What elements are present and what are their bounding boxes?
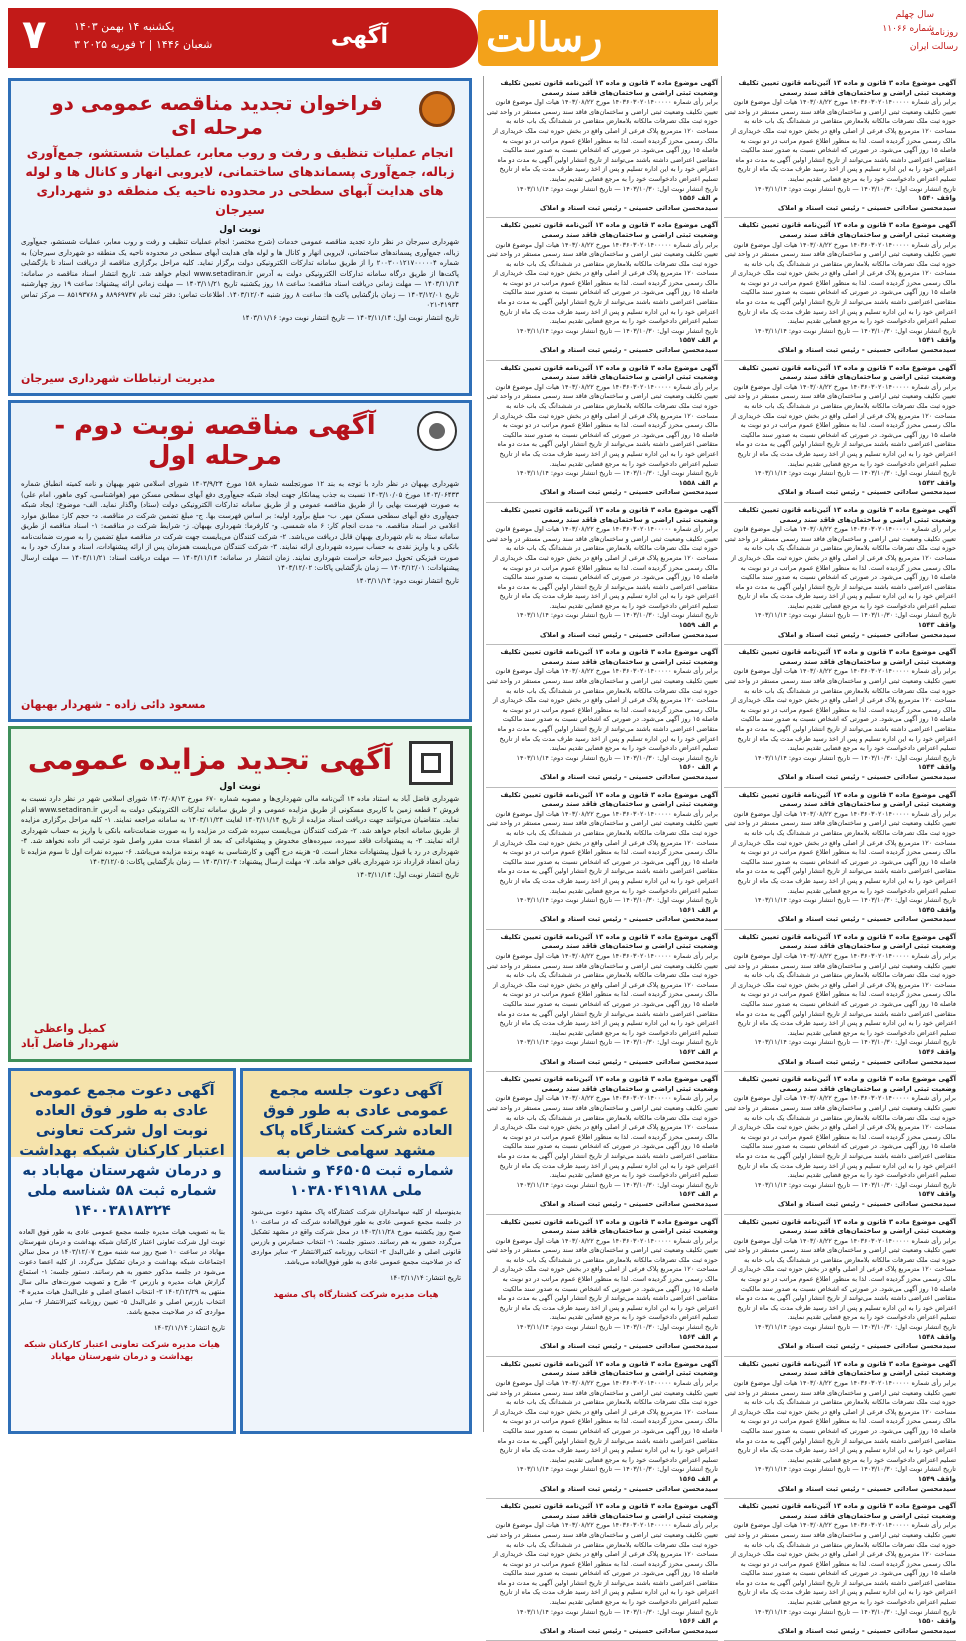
ad-body: بنا به تصویب هیات مدیره جلسه مجمع عمومی عادی به طور فوق العاده نوبت اول شرکت تعاونی اعتبار کارکنان شبکه بهداشت و درمان شهرستان مهاباد در ساعت ۱۰ صبح روز سه شنبه مورخ ۱۴۰۳/۱۲/۰۷ در محل سالن اجتماعات شبکه بهداشت و درمان تشکیل می‌گردد. از کلیه اعضا دعوت می‌شود در جلسه مذکور حضور به هم رسانند. دستور جلسه: ۱- استماع گزارش هیات مدیره و بازرس ۲- طرح و تصویب صورت‌های مالی سال منتهی به ۱۴۰۲/۱۲/۲۹ ۳- انتخاب اعضای اصلی و علی‌البدل هیات مدیره ۴- انتخاب بازرس اصلی و علی‌البدل ۵- تعیین روزنامه کثیرالانتشار ۶- سایر مواردی که در صلاحیت مجمع باشد. bbox=[19, 1228, 226, 1316]
issue-dates bbox=[74, 18, 212, 54]
notice-body: برابر رأی شماره ۱۴۰۳۶۰۳۰۲۰۱۴۰۰۰۰۰ مورخ ۱۴۰۳/۰۸/۲۲ هیات اول موضوع قانون تعیین تکلیف وضعیت ثبتی اراضی و ساختمان‌های فاقد سند رسمی مستقر در واحد ثبتی حوزه ثبت ملک تصرفات مالکانه بلامعارض متقاضی در ششدانگ یک باب خانه به مساحت ۱۲۰ مترمربع پلاک فرعی از اصلی واقع در بخش حوزه ثبت ملک خریداری از مالک رسمی محرز گردیده است. لذا به منظور اطلاع عموم مراتب در دو نوبت به فاصله ۱۵ روز آگهی می‌شود. در صورتی که اشخاص نسبت به صدور سند مالکیت متقاضی اعتراضی داشته باشند می‌توانند از تاریخ انتشار اولین آگهی به مدت دو ماه اعتراض خود را به این اداره تسلیم و پس از اخذ رسید ظرف مدت یک ماه از تاریخ تسلیم اعتراض دادخواست خود را به مرجع قضایی تقدیم نمایند. bbox=[724, 240, 956, 326]
tender-ad-sirjan bbox=[8, 78, 472, 396]
registry-notice bbox=[486, 1072, 718, 1214]
notice-body: برابر رأی شماره ۱۴۰۳۶۰۳۰۲۰۱۴۰۰۰۰۰ مورخ ۱۴۰۳/۰۸/۲۲ هیات اول موضوع قانون تعیین تکلیف وضعیت ثبتی اراضی و ساختمان‌های فاقد سند رسمی مستقر در واحد ثبتی حوزه ثبت ملک تصرفات مالکانه بلامعارض متقاضی در ششدانگ یک باب خانه به مساحت ۱۲۰ مترمربع پلاک فرعی از اصلی واقع در بخش حوزه ثبت ملک خریداری از مالک رسمی محرز گردیده است. لذا به منظور اطلاع عموم مراتب در دو نوبت به فاصله ۱۵ روز آگهی می‌شود. در صورتی که اشخاص نسبت به صدور سند مالکیت متقاضی اعتراضی داشته باشند می‌توانند از تاریخ انتشار اولین آگهی به مدت دو ماه اعتراض خود را به این اداره تسلیم و پس از اخذ رسید ظرف مدت یک ماه از تاریخ تسلیم اعتراض دادخواست خود را به مرجع قضایی تقدیم نمایند. bbox=[486, 1236, 718, 1322]
registry-notice bbox=[486, 1499, 718, 1641]
notice-id: م الف ۱۵۵۸ bbox=[678, 478, 718, 487]
notice-dates: تاریخ انتشار نوبت اول: ۱۴۰۳/۱۰/۳۰ — تاریخ انتشار نوبت دوم: ۱۴۰۳/۱۱/۱۴ bbox=[754, 1180, 956, 1189]
registry-notice bbox=[486, 1215, 718, 1357]
notice-title: آگهی موضوع ماده ۳ قانون و ماده ۱۳ آئین‌نامه قانون تعیین تکلیف وضعیت ثبتی اراضی و ساختمان‌های فاقد سند رسمی bbox=[500, 221, 718, 239]
registry-notice bbox=[486, 76, 718, 218]
notice-signature: سیدمحسن ساداتی حسینی - رئیس ثبت اسناد و املاک bbox=[539, 772, 718, 781]
notice-id: م الف ۱۵۶۴ bbox=[678, 1332, 718, 1341]
ad-title: آگهی دعوت جلسه مجمع عمومی عادی به طور فوق العاده شرکت کشتارگاه پاک مشهد سهامی خاص به شماره ثبت ۴۶۵۰۵ و شناسه ملی ۱۰۳۸۰۴۱۹۱۸۸ bbox=[258, 1083, 454, 1199]
notice-title: آگهی موضوع ماده ۳ قانون و ماده ۱۳ آئین‌نامه قانون تعیین تکلیف وضعیت ثبتی اراضی و ساختمان‌های فاقد سند رسمی bbox=[500, 790, 718, 809]
notice-dates: تاریخ انتشار نوبت اول: ۱۴۰۳/۱۰/۳۰ — تاریخ انتشار نوبت دوم: ۱۴۰۳/۱۱/۱۴ bbox=[516, 1038, 718, 1047]
notice-id: واقف ۱۵۴۴ bbox=[917, 763, 956, 772]
notice-title: آگهی موضوع ماده ۳ قانون و ماده ۱۳ آئین‌نامه قانون تعیین تکلیف وضعیت ثبتی اراضی و ساختمان‌های فاقد سند رسمی bbox=[738, 932, 956, 951]
notice-signature: سیدمحسن ساداتی حسینی - رئیس ثبت اسناد و املاک bbox=[539, 630, 718, 639]
notice-signature: سیدمحسن ساداتی حسینی - رئیس ثبت اسناد و املاک bbox=[539, 488, 718, 497]
ad-signature: هیات مدیره شرکت تعاونی اعتبار کارکنان شبکه بهداشت و درمان شهرستان مهاباد bbox=[24, 1340, 220, 1362]
notice-id: واقف ۱۵۴۰ bbox=[917, 194, 956, 203]
notices-column-1 bbox=[724, 76, 956, 1635]
registry-notice bbox=[724, 1357, 956, 1499]
notice-body: برابر رأی شماره ۱۴۰۳۶۰۳۰۲۰۱۴۰۰۰۰۰ مورخ ۱۴۰۳/۰۸/۲۲ هیات اول موضوع قانون تعیین تکلیف وضعیت ثبتی اراضی و ساختمان‌های فاقد سند رسمی مستقر در واحد ثبتی حوزه ثبت ملک تصرفات مالکانه بلامعارض متقاضی در ششدانگ یک باب خانه به مساحت ۱۲۰ مترمربع پلاک فرعی از اصلی واقع در بخش حوزه ثبت ملک خریداری از مالک رسمی محرز گردیده است. لذا به منظور اطلاع عموم مراتب در دو نوبت به فاصله ۱۵ روز آگهی می‌شود. در صورتی که اشخاص نسبت به صدور سند مالکیت متقاضی اعتراضی داشته باشند می‌توانند از تاریخ انتشار اولین آگهی به مدت دو ماه اعتراض خود را به این اداره تسلیم و پس از اخذ رسید ظرف مدت یک ماه از تاریخ تسلیم اعتراض دادخواست خود را به مرجع قضایی تقدیم نمایند. bbox=[486, 382, 718, 468]
notice-dates: تاریخ انتشار نوبت اول: ۱۴۰۳/۱۰/۳۰ — تاریخ انتشار نوبت دوم: ۱۴۰۳/۱۱/۱۴ bbox=[516, 753, 718, 762]
registry-notice bbox=[486, 218, 718, 360]
notice-title: آگهی موضوع ماده ۳ قانون و ماده ۱۳ آئین‌نامه قانون تعیین تکلیف وضعیت ثبتی اراضی و ساختمان‌های فاقد سند رسمی bbox=[738, 221, 956, 239]
notice-signature: سیدمحسن ساداتی حسینی - رئیس ثبت اسناد و املاک bbox=[539, 915, 718, 924]
municipality-emblem-icon bbox=[417, 411, 457, 451]
auction-ad-fazelabad bbox=[8, 726, 472, 1062]
notice-body: برابر رأی شماره ۱۴۰۳۶۰۳۰۲۰۱۴۰۰۰۰۰ مورخ ۱۴۰۳/۰۸/۲۲ هیات اول موضوع قانون تعیین تکلیف وضعیت ثبتی اراضی و ساختمان‌های فاقد سند رسمی مستقر در واحد ثبتی حوزه ثبت ملک تصرفات مالکانه بلامعارض متقاضی در ششدانگ یک باب خانه به مساحت ۱۲۰ مترمربع پلاک فرعی از اصلی واقع در بخش حوزه ثبت ملک خریداری از مالک رسمی محرز گردیده است. لذا به منظور اطلاع عموم مراتب در دو نوبت به فاصله ۱۵ روز آگهی می‌شود. در صورتی که اشخاص نسبت به صدور سند مالکیت متقاضی اعتراضی داشته باشند می‌توانند از تاریخ انتشار اولین آگهی به مدت دو ماه اعتراض خود را به این اداره تسلیم و پس از اخذ رسید ظرف مدت یک ماه از تاریخ تسلیم اعتراض دادخواست خود را به مرجع قضایی تقدیم نمایند. bbox=[486, 525, 718, 610]
notice-signature: سیدمحسن ساداتی حسینی - رئیس ثبت اسناد و املاک bbox=[777, 203, 956, 212]
registry-notice bbox=[724, 788, 956, 930]
ad-dates: تاریخ انتشار: ۱۴۰۳/۱۱/۱۴ bbox=[389, 1274, 461, 1282]
notice-body: برابر رأی شماره ۱۴۰۳۶۰۳۰۲۰۱۴۰۰۰۰۰ مورخ ۱۴۰۳/۰۸/۲۲ هیات اول موضوع قانون تعیین تکلیف وضعیت ثبتی اراضی و ساختمان‌های فاقد سند رسمی مستقر در واحد ثبتی حوزه ثبت ملک تصرفات مالکانه بلامعارض متقاضی در ششدانگ یک باب خانه به مساحت ۱۲۰ مترمربع پلاک فرعی از اصلی واقع در بخش حوزه ثبت ملک خریداری از مالک رسمی محرز گردیده است. لذا به منظور اطلاع عموم مراتب در دو نوبت به فاصله ۱۵ روز آگهی می‌شود. در صورتی که اشخاص نسبت به صدور سند مالکیت متقاضی اعتراضی داشته باشند می‌توانند از تاریخ انتشار اولین آگهی به مدت دو ماه اعتراض خود را به این اداره تسلیم و پس از اخذ رسید ظرف مدت یک ماه از تاریخ تسلیم اعتراض دادخواست خود را به مرجع قضایی تقدیم نمایند. bbox=[486, 1521, 718, 1607]
notice-title: آگهی موضوع ماده ۳ قانون و ماده ۱۳ آئین‌نامه قانون تعیین تکلیف وضعیت ثبتی اراضی و ساختمان‌های فاقد سند رسمی bbox=[738, 790, 956, 809]
notice-body: برابر رأی شماره ۱۴۰۳۶۰۳۰۲۰۱۴۰۰۰۰۰ مورخ ۱۴۰۳/۰۸/۲۲ هیات اول موضوع قانون تعیین تکلیف وضعیت ثبتی اراضی و ساختمان‌های فاقد سند رسمی مستقر در واحد ثبتی حوزه ثبت ملک تصرفات مالکانه بلامعارض متقاضی در ششدانگ یک باب خانه به مساحت ۱۲۰ مترمربع پلاک فرعی از اصلی واقع در بخش حوزه ثبت ملک خریداری از مالک رسمی محرز گردیده است. لذا به منظور اطلاع عموم مراتب در دو نوبت به فاصله ۱۵ روز آگهی می‌شود. در صورتی که اشخاص نسبت به صدور سند مالکیت متقاضی اعتراضی داشته باشند می‌توانند از تاریخ انتشار اولین آگهی به مدت دو ماه اعتراض خود را به این اداره تسلیم و پس از اخذ رسید ظرف مدت یک ماه از تاریخ تسلیم اعتراض دادخواست خود را به مرجع قضایی تقدیم نمایند. bbox=[486, 1379, 718, 1464]
notice-id: م الف ۱۵۵۷ bbox=[678, 336, 718, 345]
notice-dates: تاریخ انتشار نوبت اول: ۱۴۰۳/۱۰/۳۰ — تاریخ انتشار نوبت دوم: ۱۴۰۳/۱۱/۱۴ bbox=[754, 184, 956, 193]
notice-id: م الف ۱۵۵۹ bbox=[678, 621, 718, 630]
notice-signature: سیدمحسن ساداتی حسینی - رئیس ثبت اسناد و املاک bbox=[539, 203, 718, 212]
meeting-ad-mashhad bbox=[240, 1068, 472, 1434]
notice-body: برابر رأی شماره ۱۴۰۳۶۰۳۰۲۰۱۴۰۰۰۰۰ مورخ ۱۴۰۳/۰۸/۲۲ هیات اول موضوع قانون تعیین تکلیف وضعیت ثبتی اراضی و ساختمان‌های فاقد سند رسمی مستقر در واحد ثبتی حوزه ثبت ملک تصرفات مالکانه بلامعارض متقاضی در ششدانگ یک باب خانه به مساحت ۱۲۰ مترمربع پلاک فرعی از اصلی واقع در بخش حوزه ثبت ملک خریداری از مالک رسمی محرز گردیده است. لذا به منظور اطلاع عموم مراتب در دو نوبت به فاصله ۱۵ روز آگهی می‌شود. در صورتی که اشخاص نسبت به صدور سند مالکیت متقاضی اعتراضی داشته باشند می‌توانند از تاریخ انتشار اولین آگهی به مدت دو ماه اعتراض خود را به این اداره تسلیم و پس از اخذ رسید ظرف مدت یک ماه از تاریخ تسلیم اعتراض دادخواست خود را به مرجع قضایی تقدیم نمایند. bbox=[486, 98, 718, 183]
notice-dates: تاریخ انتشار نوبت اول: ۱۴۰۳/۱۰/۳۰ — تاریخ انتشار نوبت دوم: ۱۴۰۳/۱۱/۱۴ bbox=[516, 184, 718, 193]
notice-dates: تاریخ انتشار نوبت اول: ۱۴۰۳/۱۰/۳۰ — تاریخ انتشار نوبت دوم: ۱۴۰۳/۱۱/۱۴ bbox=[516, 1465, 718, 1474]
notice-title: آگهی موضوع ماده ۳ قانون و ماده ۱۳ آئین‌نامه قانون تعیین تکلیف وضعیت ثبتی اراضی و ساختمان‌های فاقد سند رسمی bbox=[500, 1359, 718, 1378]
notice-signature: سیدمحسن ساداتی حسینی - رئیس ثبت اسناد و املاک bbox=[777, 630, 956, 639]
notice-title: آگهی موضوع ماده ۳ قانون و ماده ۱۳ آئین‌نامه قانون تعیین تکلیف وضعیت ثبتی اراضی و ساختمان‌های فاقد سند رسمی bbox=[738, 1075, 956, 1093]
registry-notice bbox=[724, 645, 956, 787]
notice-signature: سیدمحسن ساداتی حسینی - رئیس ثبت اسناد و املاک bbox=[777, 1342, 956, 1351]
ad-signature: هیات مدیره شرکت کشتارگاه پاک مشهد bbox=[273, 1290, 439, 1300]
notice-title: آگهی موضوع ماده ۳ قانون و ماده ۱۳ آئین‌نامه قانون تعیین تکلیف وضعیت ثبتی اراضی و ساختمان‌های فاقد سند رسمی bbox=[500, 932, 718, 951]
notice-title: آگهی موضوع ماده ۳ قانون و ماده ۱۳ آئین‌نامه قانون تعیین تکلیف وضعیت ثبتی اراضی و ساختمان‌های فاقد سند رسمی bbox=[500, 363, 718, 382]
notice-signature: سیدمحسن ساداتی حسینی - رئیس ثبت اسناد و املاک bbox=[539, 1626, 718, 1635]
notice-body: برابر رأی شماره ۱۴۰۳۶۰۳۰۲۰۱۴۰۰۰۰۰ مورخ ۱۴۰۳/۰۸/۲۲ هیات اول موضوع قانون تعیین تکلیف وضعیت ثبتی اراضی و ساختمان‌های فاقد سند رسمی مستقر در واحد ثبتی حوزه ثبت ملک تصرفات مالکانه بلامعارض متقاضی در ششدانگ یک باب خانه به مساحت ۱۲۰ مترمربع پلاک فرعی از اصلی واقع در بخش حوزه ثبت ملک خریداری از مالک رسمی محرز گردیده است. لذا به منظور اطلاع عموم مراتب در دو نوبت به فاصله ۱۵ روز آگهی می‌شود. در صورتی که اشخاص نسبت به صدور سند مالکیت متقاضی اعتراضی داشته باشند می‌توانند از تاریخ انتشار اولین آگهی به مدت دو ماه اعتراض خود را به این اداره تسلیم و پس از اخذ رسید ظرف مدت یک ماه از تاریخ تسلیم اعتراض دادخواست خود را به مرجع قضایی تقدیم نمایند. bbox=[724, 525, 956, 610]
notice-body: برابر رأی شماره ۱۴۰۳۶۰۳۰۲۰۱۴۰۰۰۰۰ مورخ ۱۴۰۳/۰۸/۲۲ هیات اول موضوع قانون تعیین تکلیف وضعیت ثبتی اراضی و ساختمان‌های فاقد سند رسمی مستقر در واحد ثبتی حوزه ثبت ملک تصرفات مالکانه بلامعارض متقاضی در ششدانگ یک باب خانه به مساحت ۱۲۰ مترمربع پلاک فرعی از اصلی واقع در بخش حوزه ثبت ملک خریداری از مالک رسمی محرز گردیده است. لذا به منظور اطلاع عموم مراتب در دو نوبت به فاصله ۱۵ روز آگهی می‌شود. در صورتی که اشخاص نسبت به صدور سند مالکیت متقاضی اعتراضی داشته باشند می‌توانند از تاریخ انتشار اولین آگهی به مدت دو ماه اعتراض خود را به این اداره تسلیم و پس از اخذ رسید ظرف مدت یک ماه از تاریخ تسلیم اعتراض دادخواست خود را به مرجع قضایی تقدیم نمایند. bbox=[486, 667, 718, 753]
notice-dates: تاریخ انتشار نوبت اول: ۱۴۰۳/۱۰/۳۰ — تاریخ انتشار نوبت دوم: ۱۴۰۳/۱۱/۱۴ bbox=[516, 1323, 718, 1332]
notice-id: واقف ۱۵۴۱ bbox=[917, 336, 956, 345]
notice-dates: تاریخ انتشار نوبت اول: ۱۴۰۳/۱۰/۳۰ — تاریخ انتشار نوبت دوم: ۱۴۰۳/۱۱/۱۴ bbox=[754, 611, 956, 620]
notice-title: آگهی موضوع ماده ۳ قانون و ماده ۱۳ آئین‌نامه قانون تعیین تکلیف وضعیت ثبتی اراضی و ساختمان‌های فاقد سند رسمی bbox=[738, 1502, 956, 1520]
registry-notice bbox=[724, 361, 956, 503]
ad-body: شهرداری سیرجان در نظر دارد تجدید مناقصه عمومی خدمات (شرح مختصر: انجام عملیات تنظیف و رفت و روب معابر، عملیات شستشو، جمع‌آوری زباله، جمع‌آوری پسماندهای ساختمانی، لایروبی انهار و کانال ها و لوله های هدایت آبهای سطحی در محدوده ناحیه یک منطقه دو شهرداری سیرجان) به شماره ۲۰۰۳۰۰۱۲۱۷۰۰۰۰۰۴ را از طریق سامانه تدارکات الکترونیکی دولت برگزار نماید. کلیه مراحل برگزاری مناقصه از دریافت اسناد تا بازگشایی پاکت‌ها از طریق درگاه سامانه تدارکات الکترونیکی دولت به آدرس www.setadiran.ir انجام خواهد شد. تاریخ انتشار اسناد مناقصه در سامانه: ۱۴۰۳/۱۱/۱۴ — مهلت زمانی دریافت اسناد مناقصه: ساعت ۱۸ روز یکشنبه تاریخ ۱۴۰۳/۱۱/۲۱ — مهلت زمانی ارائه پیشنهاد: ساعت ۱۹ روز چهارشنبه تاریخ ۱۴۰۳/۱۲/۰۱ — زمان بازگشایی پاکت ها: ساعت ۸ روز شنبه ۱۴۰۳/۱۲/۰۴. اطلاعات تماس: دفتر ثبت نام ۸۸۹۶۹۷۳۷ و ۸۵۱۹۳۷۶۸ — مرکز تماس ۴۱۹۳۴-۰۲۱ bbox=[21, 238, 460, 309]
notice-title: آگهی موضوع ماده ۳ قانون و ماده ۱۳ آئین‌نامه قانون تعیین تکلیف وضعیت ثبتی اراضی و ساختمان‌های فاقد سند رسمی bbox=[500, 1502, 718, 1520]
notice-body: برابر رأی شماره ۱۴۰۳۶۰۳۰۲۰۱۴۰۰۰۰۰ مورخ ۱۴۰۳/۰۸/۲۲ هیات اول موضوع قانون تعیین تکلیف وضعیت ثبتی اراضی و ساختمان‌های فاقد سند رسمی مستقر در واحد ثبتی حوزه ثبت ملک تصرفات مالکانه بلامعارض متقاضی در ششدانگ یک باب خانه به مساحت ۱۲۰ مترمربع پلاک فرعی از اصلی واقع در بخش حوزه ثبت ملک خریداری از مالک رسمی محرز گردیده است. لذا به منظور اطلاع عموم مراتب در دو نوبت به فاصله ۱۵ روز آگهی می‌شود. در صورتی که اشخاص نسبت به صدور سند مالکیت متقاضی اعتراضی داشته باشند می‌توانند از تاریخ انتشار اولین آگهی به مدت دو ماه اعتراض خود را به این اداره تسلیم و پس از اخذ رسید ظرف مدت یک ماه از تاریخ تسلیم اعتراض دادخواست خود را به مرجع قضایی تقدیم نمایند. bbox=[724, 98, 956, 183]
notice-signature: سیدمحسن ساداتی حسینی - رئیس ثبت اسناد و املاک bbox=[539, 346, 718, 355]
ad-body: شهرداری فاضل آباد به استناد ماده ۱۳ آئین‌نامه مالی شهرداری‌ها و مصوبه شماره ۶۷۰ مورخ ۱۴۰۳/۰۸/۱۳ شورای اسلامی شهر در نظر دارد نسبت به فروش ۲ قطعه زمین با کاربری مسکونی از طریق مزایده عمومی و از طریق سامانه تدارکات الکترونیکی دولت به آدرس www.setadiran.ir اقدام نماید. متقاضیان می‌توانند جهت دریافت اسناد مزایده از تاریخ ۱۴۰۳/۱۱/۱۴ لغایت ۱۴۰۳/۱۱/۲۴ به سامانه مراجعه نمایند. ۱- کلیه مراحل برگزاری مزایده از طریق سامانه انجام خواهد شد. ۲- شرکت کنندگان می‌بایست سپرده شرکت در مزایده را به صورت ضمانت‌نامه بانکی یا واریز به حساب شهرداری ارائه نمایند. ۳- به پیشنهادات فاقد سپرده، سپرده‌های مخدوش و پیشنهاداتی که بعد از انقضاء مدت مقرر واصل شود ترتیب اثر داده نخواهد شد. ۴- شهرداری در رد یا قبول پیشنهادات مختار است. ۵- هزینه درج آگهی و کارشناسی به عهده برنده مزایده می‌باشد. ۶- سپرده نفرات اول تا سوم مزایده تا زمان انعقاد قرارداد نزد شهرداری باقی خواهد ماند. ۷- مهلت ارسال پیشنهاد: ۱۴۰۳/۱۲/۰۴ — زمان بازگشایی پاکات: ۱۴۰۳/۱۲/۰۵ bbox=[21, 795, 460, 866]
notice-signature: سیدمحسن ساداتی حسینی - رئیس ثبت اسناد و املاک bbox=[539, 1057, 718, 1066]
registry-notice bbox=[724, 1072, 956, 1214]
notice-id: واقف ۱۵۴۹ bbox=[917, 1474, 956, 1483]
notice-body: برابر رأی شماره ۱۴۰۳۶۰۳۰۲۰۱۴۰۰۰۰۰ مورخ ۱۴۰۳/۰۸/۲۲ هیات اول موضوع قانون تعیین تکلیف وضعیت ثبتی اراضی و ساختمان‌های فاقد سند رسمی مستقر در واحد ثبتی حوزه ثبت ملک تصرفات مالکانه بلامعارض متقاضی در ششدانگ یک باب خانه به مساحت ۱۲۰ مترمربع پلاک فرعی از اصلی واقع در بخش حوزه ثبت ملک خریداری از مالک رسمی محرز گردیده است. لذا به منظور اطلاع عموم مراتب در دو نوبت به فاصله ۱۵ روز آگهی می‌شود. در صورتی که اشخاص نسبت به صدور سند مالکیت متقاضی اعتراضی داشته باشند می‌توانند از تاریخ انتشار اولین آگهی به مدت دو ماه اعتراض خود را به این اداره تسلیم و پس از اخذ رسید ظرف مدت یک ماه از تاریخ تسلیم اعتراض دادخواست خود را به مرجع قضایی تقدیم نمایند. bbox=[724, 667, 956, 753]
ad-round: نوبت اول bbox=[219, 782, 261, 792]
notice-title: آگهی موضوع ماده ۳ قانون و ماده ۱۳ آئین‌نامه قانون تعیین تکلیف وضعیت ثبتی اراضی و ساختمان‌های فاقد سند رسمی bbox=[500, 1217, 718, 1236]
notice-dates: تاریخ انتشار نوبت اول: ۱۴۰۳/۱۰/۳۰ — تاریخ انتشار نوبت دوم: ۱۴۰۳/۱۱/۱۴ bbox=[516, 469, 718, 478]
registry-notice bbox=[486, 1357, 718, 1499]
notice-dates: تاریخ انتشار نوبت اول: ۱۴۰۳/۱۰/۳۰ — تاریخ انتشار نوبت دوم: ۱۴۰۳/۱۱/۱۴ bbox=[754, 1038, 956, 1047]
notice-title: آگهی موضوع ماده ۳ قانون و ماده ۱۳ آئین‌نامه قانون تعیین تکلیف وضعیت ثبتی اراضی و ساختمان‌های فاقد سند رسمی bbox=[500, 648, 718, 666]
ad-body: شهرداری بهبهان در نظر دارد با توجه به بند ۱۲ صورتجلسه شماره ۱۵۸ مورخ ۱۴۰۳/۹/۲۴ شورای اسلامی شهر بهبهان و نامه کمیته انطباق شماره ۱۴۰۳/۰۶۴۳۳ مورخ ۱۴۰۳/۱۰/۰۵ نسبت به جذب پیمانکار جهت ایجاد شبکه جمع‌آوری دفع آبهای سطحی مسکن مهر (هواشناسی، کوی ماهور، امام علی) به صورت فهرست بهایی را از طریق مناقصه عمومی و از طریق سامانه تدارکات الکترونیکی دولت (ستاد) واگذار نماید. الف- موضوع: ایجاد شبکه جمع‌آوری دفع آبهای سطحی مسکن مهر. ب- مبلغ برآورد اولیه: بر اساس فهرست بها. ج- مبلغ تضمین شرکت در مناقصه. د- حجم کار: مطابق موارد اعلامی در اسناد مناقصه. ه- مدت انجام کار: ۶ ماه شمسی. و- کارفرما: شهرداری بهبهان. ز- شرایط شرکت در مناقصه: ۱- اسناد مناقصه از طریق سامانه ستاد به نام شهرداری بهبهان قابل دریافت می‌باشد. ۲- شرکت کنندگان می‌بایست جهت شرکت در مناقصه مبلغ تضمین را به صورت ضمانت‌نامه بانکی و یا واریز نقدی به حساب سپرده شهرداری ارائه نمایند. ۳- شرکت کنندگان می‌بایست همزمان پس از ارائه پیشنهادات، اسناد و مدارک خود را به صورت فیزیکی تحویل دبیرخانه حراست شهرداری نمایند. زمان انتشار در سامانه: ۱۴۰۳/۱۱/۱۴ — مهلت دریافت اسناد: ۱۴۰۳/۱۱/۲۱ — مهلت ارسال پیشنهادات: ۱۴۰۳/۱۲/۰۱ — زمان بازگشایی پاکات: ۱۴۰۳/۱۲/۰۲ bbox=[21, 480, 460, 572]
notice-id: م الف ۱۵۶۵ bbox=[678, 1474, 718, 1483]
registry-notice bbox=[486, 361, 718, 503]
logo-text: روزنامه رسالت ایران bbox=[909, 28, 958, 52]
section-banner bbox=[8, 8, 478, 68]
notice-title: آگهی موضوع ماده ۳ قانون و ماده ۱۳ آئین‌نامه قانون تعیین تکلیف وضعیت ثبتی اراضی و ساختمان‌های فاقد سند رسمی bbox=[500, 505, 718, 524]
issue-label: شماره ۱۱۰۶۶ bbox=[882, 24, 934, 34]
notice-signature: سیدمحسن ساداتی حسینی - رئیس ثبت اسناد و املاک bbox=[777, 772, 956, 781]
notice-signature: سیدمحسن ساداتی حسینی - رئیس ثبت اسناد و املاک bbox=[539, 1484, 718, 1493]
notice-id: واقف ۱۵۴۷ bbox=[917, 1190, 956, 1199]
ad-title: آگهی تجدید مزایده عمومی bbox=[27, 743, 393, 776]
notice-dates: تاریخ انتشار نوبت اول: ۱۴۰۳/۱۰/۳۰ — تاریخ انتشار نوبت دوم: ۱۴۰۳/۱۱/۱۴ bbox=[516, 611, 718, 620]
notice-body: برابر رأی شماره ۱۴۰۳۶۰۳۰۲۰۱۴۰۰۰۰۰ مورخ ۱۴۰۳/۰۸/۲۲ هیات اول موضوع قانون تعیین تکلیف وضعیت ثبتی اراضی و ساختمان‌های فاقد سند رسمی مستقر در واحد ثبتی حوزه ثبت ملک تصرفات مالکانه بلامعارض متقاضی در ششدانگ یک باب خانه به مساحت ۱۲۰ مترمربع پلاک فرعی از اصلی واقع در بخش حوزه ثبت ملک خریداری از مالک رسمی محرز گردیده است. لذا به منظور اطلاع عموم مراتب در دو نوبت به فاصله ۱۵ روز آگهی می‌شود. در صورتی که اشخاص نسبت به صدور سند مالکیت متقاضی اعتراضی داشته باشند می‌توانند از تاریخ انتشار اولین آگهی به مدت دو ماه اعتراض خود را به این اداره تسلیم و پس از اخذ رسید ظرف مدت یک ماه از تاریخ تسلیم اعتراض دادخواست خود را به مرجع قضایی تقدیم نمایند. bbox=[724, 1379, 956, 1464]
notice-body: برابر رأی شماره ۱۴۰۳۶۰۳۰۲۰۱۴۰۰۰۰۰ مورخ ۱۴۰۳/۰۸/۲۲ هیات اول موضوع قانون تعیین تکلیف وضعیت ثبتی اراضی و ساختمان‌های فاقد سند رسمی مستقر در واحد ثبتی حوزه ثبت ملک تصرفات مالکانه بلامعارض متقاضی در ششدانگ یک باب خانه به مساحت ۱۲۰ مترمربع پلاک فرعی از اصلی واقع در بخش حوزه ثبت ملک خریداری از مالک رسمی محرز گردیده است. لذا به منظور اطلاع عموم مراتب در دو نوبت به فاصله ۱۵ روز آگهی می‌شود. در صورتی که اشخاص نسبت به صدور سند مالکیت متقاضی اعتراضی داشته باشند می‌توانند از تاریخ انتشار اولین آگهی به مدت دو ماه اعتراض خود را به این اداره تسلیم و پس از اخذ رسید ظرف مدت یک ماه از تاریخ تسلیم اعتراض دادخواست خود را به مرجع قضایی تقدیم نمایند. bbox=[486, 240, 718, 326]
ad-dates: تاریخ انتشار نوبت اول: ۱۴۰۳/۱۱/۱۴ — تاریخ انتشار نوبت دوم: ۱۴۰۳/۱۱/۱۶ bbox=[242, 313, 459, 322]
notice-id: واقف ۱۵۴۵ bbox=[917, 905, 956, 914]
notice-signature: سیدمحسن ساداتی حسینی - رئیس ثبت اسناد و املاک bbox=[777, 915, 956, 924]
registry-notice bbox=[724, 1215, 956, 1357]
notice-dates: تاریخ انتشار نوبت اول: ۱۴۰۳/۱۰/۳۰ — تاریخ انتشار نوبت دوم: ۱۴۰۳/۱۱/۱۴ bbox=[516, 896, 718, 905]
notice-body: برابر رأی شماره ۱۴۰۳۶۰۳۰۲۰۱۴۰۰۰۰۰ مورخ ۱۴۰۳/۰۸/۲۲ هیات اول موضوع قانون تعیین تکلیف وضعیت ثبتی اراضی و ساختمان‌های فاقد سند رسمی مستقر در واحد ثبتی حوزه ثبت ملک تصرفات مالکانه بلامعارض متقاضی در ششدانگ یک باب خانه به مساحت ۱۲۰ مترمربع پلاک فرعی از اصلی واقع در بخش حوزه ثبت ملک خریداری از مالک رسمی محرز گردیده است. لذا به منظور اطلاع عموم مراتب در دو نوبت به فاصله ۱۵ روز آگهی می‌شود. در صورتی که اشخاص نسبت به صدور سند مالکیت متقاضی اعتراضی داشته باشند می‌توانند از تاریخ انتشار اولین آگهی به مدت دو ماه اعتراض خود را به این اداره تسلیم و پس از اخذ رسید ظرف مدت یک ماه از تاریخ تسلیم اعتراض دادخواست خود را به مرجع قضایی تقدیم نمایند. bbox=[486, 1094, 718, 1180]
ad-title: فراخوان تجدید مناقصه عمومی دو مرحله ای bbox=[51, 91, 383, 139]
registry-notice bbox=[486, 788, 718, 930]
notice-title: آگهی موضوع ماده ۳ قانون و ماده ۱۳ آئین‌نامه قانون تعیین تکلیف وضعیت ثبتی اراضی و ساختمان‌های فاقد سند رسمی bbox=[738, 505, 956, 524]
ad-body: بدینوسیله از کلیه سهامداران شرکت کشتارگاه پاک مشهد دعوت می‌شود در جلسه مجمع عمومی عادی به طور فوق‌العاده شرکت که در ساعت ۱۰ صبح روز یکشنبه مورخ ۱۴۰۳/۱۱/۲۸ در محل شرکت واقع در مشهد تشکیل می‌گردد حضور به هم رسانند. دستور جلسه: ۱- انتخاب حسابرس و بازرس قانونی اصلی و علی‌البدل ۲- انتخاب روزنامه کثیرالانتشار ۳- سایر مواردی که در صلاحیت مجمع عمومی عادی به طور فوق‌العاده می‌باشد. bbox=[251, 1208, 462, 1266]
ad-signature: مدیریت ارتباطات شهرداری سیرجان bbox=[21, 372, 216, 385]
meeting-ad-mahabad bbox=[8, 1068, 236, 1434]
notice-dates: تاریخ انتشار نوبت اول: ۱۴۰۳/۱۰/۳۰ — تاریخ انتشار نوبت دوم: ۱۴۰۳/۱۱/۱۴ bbox=[754, 469, 956, 478]
notice-id: م الف ۱۵۶۰ bbox=[678, 763, 718, 772]
notice-title: آگهی موضوع ماده ۳ قانون و ماده ۱۳ آئین‌نامه قانون تعیین تکلیف وضعیت ثبتی اراضی و ساختمان‌های فاقد سند رسمی bbox=[738, 1217, 956, 1236]
notice-title: آگهی موضوع ماده ۳ قانون و ماده ۱۳ آئین‌نامه قانون تعیین تکلیف وضعیت ثبتی اراضی و ساختمان‌های فاقد سند رسمی bbox=[738, 1359, 956, 1378]
brand-banner bbox=[478, 10, 718, 66]
registry-notice bbox=[724, 76, 956, 218]
signer-name: کمیل واعظی bbox=[33, 1022, 106, 1035]
municipality-emblem-icon bbox=[419, 91, 455, 127]
ad-dates: تاریخ انتشار نوبت اول: ۱۴۰۳/۱۱/۱۴ bbox=[356, 870, 459, 879]
notice-dates: تاریخ انتشار نوبت اول: ۱۴۰۳/۱۰/۳۰ — تاریخ انتشار نوبت دوم: ۱۴۰۳/۱۱/۱۴ bbox=[516, 1180, 718, 1189]
year-label: سال چهلم bbox=[895, 10, 934, 20]
registry-notice bbox=[486, 645, 718, 787]
notice-dates: تاریخ انتشار نوبت اول: ۱۴۰۳/۱۰/۳۰ — تاریخ انتشار نوبت دوم: ۱۴۰۳/۱۱/۱۴ bbox=[516, 326, 718, 335]
column-divider bbox=[721, 76, 722, 1432]
notice-signature: سیدمحسن ساداتی حسینی - رئیس ثبت اسناد و املاک bbox=[777, 1057, 956, 1066]
notice-dates: تاریخ انتشار نوبت اول: ۱۴۰۳/۱۰/۳۰ — تاریخ انتشار نوبت دوم: ۱۴۰۳/۱۱/۱۴ bbox=[754, 1607, 956, 1616]
notice-title: آگهی موضوع ماده ۳ قانون و ماده ۱۳ آئین‌نامه قانون تعیین تکلیف وضعیت ثبتی اراضی و ساختمان‌های فاقد سند رسمی bbox=[500, 79, 718, 97]
ad-round: نوبت اول bbox=[219, 225, 261, 235]
column-divider bbox=[483, 76, 484, 1432]
notice-id: واقف ۱۵۴۲ bbox=[917, 478, 956, 487]
notice-id: م الف ۱۵۶۳ bbox=[678, 1190, 718, 1199]
notice-body: برابر رأی شماره ۱۴۰۳۶۰۳۰۲۰۱۴۰۰۰۰۰ مورخ ۱۴۰۳/۰۸/۲۲ هیات اول موضوع قانون تعیین تکلیف وضعیت ثبتی اراضی و ساختمان‌های فاقد سند رسمی مستقر در واحد ثبتی حوزه ثبت ملک تصرفات مالکانه بلامعارض متقاضی در ششدانگ یک باب خانه به مساحت ۱۲۰ مترمربع پلاک فرعی از اصلی واقع در بخش حوزه ثبت ملک خریداری از مالک رسمی محرز گردیده است. لذا به منظور اطلاع عموم مراتب در دو نوبت به فاصله ۱۵ روز آگهی می‌شود. در صورتی که اشخاص نسبت به صدور سند مالکیت متقاضی اعتراضی داشته باشند می‌توانند از تاریخ انتشار اولین آگهی به مدت دو ماه اعتراض خود را به این اداره تسلیم و پس از اخذ رسید ظرف مدت یک ماه از تاریخ تسلیم اعتراض دادخواست خود را به مرجع قضایی تقدیم نمایند. bbox=[724, 809, 956, 895]
notice-signature: سیدمحسن ساداتی حسینی - رئیس ثبت اسناد و املاک bbox=[539, 1199, 718, 1208]
notice-body: برابر رأی شماره ۱۴۰۳۶۰۳۰۲۰۱۴۰۰۰۰۰ مورخ ۱۴۰۳/۰۸/۲۲ هیات اول موضوع قانون تعیین تکلیف وضعیت ثبتی اراضی و ساختمان‌های فاقد سند رسمی مستقر در واحد ثبتی حوزه ثبت ملک تصرفات مالکانه بلامعارض متقاضی در ششدانگ یک باب خانه به مساحت ۱۲۰ مترمربع پلاک فرعی از اصلی واقع در بخش حوزه ثبت ملک خریداری از مالک رسمی محرز گردیده است. لذا به منظور اطلاع عموم مراتب در دو نوبت به فاصله ۱۵ روز آگهی می‌شود. در صورتی که اشخاص نسبت به صدور سند مالکیت متقاضی اعتراضی داشته باشند می‌توانند از تاریخ انتشار اولین آگهی به مدت دو ماه اعتراض خود را به این اداره تسلیم و پس از اخذ رسید ظرف مدت یک ماه از تاریخ تسلیم اعتراض دادخواست خود را به مرجع قضایی تقدیم نمایند. bbox=[486, 952, 718, 1037]
notice-dates: تاریخ انتشار نوبت اول: ۱۴۰۳/۱۰/۳۰ — تاریخ انتشار نوبت دوم: ۱۴۰۳/۱۱/۱۴ bbox=[754, 1323, 956, 1332]
ad-dates: تاریخ انتشار نوبت دوم: ۱۴۰۳/۱۱/۱۴ bbox=[356, 576, 459, 585]
notice-id: م الف ۱۵۵۶ bbox=[678, 194, 718, 203]
notice-dates: تاریخ انتشار نوبت اول: ۱۴۰۳/۱۰/۳۰ — تاریخ انتشار نوبت دوم: ۱۴۰۳/۱۱/۱۴ bbox=[754, 326, 956, 335]
notice-dates: تاریخ انتشار نوبت اول: ۱۴۰۳/۱۰/۳۰ — تاریخ انتشار نوبت دوم: ۱۴۰۳/۱۱/۱۴ bbox=[754, 753, 956, 762]
notice-dates: تاریخ انتشار نوبت اول: ۱۴۰۳/۱۰/۳۰ — تاریخ انتشار نوبت دوم: ۱۴۰۳/۱۱/۱۴ bbox=[754, 896, 956, 905]
ad-signature: مسعود دائی زاده - شهردار بهبهان bbox=[21, 698, 206, 711]
notice-body: برابر رأی شماره ۱۴۰۳۶۰۳۰۲۰۱۴۰۰۰۰۰ مورخ ۱۴۰۳/۰۸/۲۲ هیات اول موضوع قانون تعیین تکلیف وضعیت ثبتی اراضی و ساختمان‌های فاقد سند رسمی مستقر در واحد ثبتی حوزه ثبت ملک تصرفات مالکانه بلامعارض متقاضی در ششدانگ یک باب خانه به مساحت ۱۲۰ مترمربع پلاک فرعی از اصلی واقع در بخش حوزه ثبت ملک خریداری از مالک رسمی محرز گردیده است. لذا به منظور اطلاع عموم مراتب در دو نوبت به فاصله ۱۵ روز آگهی می‌شود. در صورتی که اشخاص نسبت به صدور سند مالکیت متقاضی اعتراضی داشته باشند می‌توانند از تاریخ انتشار اولین آگهی به مدت دو ماه اعتراض خود را به این اداره تسلیم و پس از اخذ رسید ظرف مدت یک ماه از تاریخ تسلیم اعتراض دادخواست خود را به مرجع قضایی تقدیم نمایند. bbox=[724, 382, 956, 468]
notice-dates: تاریخ انتشار نوبت اول: ۱۴۰۳/۱۰/۳۰ — تاریخ انتشار نوبت دوم: ۱۴۰۳/۱۱/۱۴ bbox=[754, 1465, 956, 1474]
notice-id: م الف ۱۵۶۱ bbox=[678, 905, 718, 914]
registry-notice bbox=[724, 930, 956, 1072]
notice-id: واقف ۱۵۴۳ bbox=[917, 621, 956, 630]
ad-signature bbox=[21, 1021, 119, 1051]
notice-signature: سیدمحسن ساداتی حسینی - رئیس ثبت اسناد و املاک bbox=[777, 488, 956, 497]
notice-title: آگهی موضوع ماده ۳ قانون و ماده ۱۳ آئین‌نامه قانون تعیین تکلیف وضعیت ثبتی اراضی و ساختمان‌های فاقد سند رسمی bbox=[738, 79, 956, 97]
notice-body: برابر رأی شماره ۱۴۰۳۶۰۳۰۲۰۱۴۰۰۰۰۰ مورخ ۱۴۰۳/۰۸/۲۲ هیات اول موضوع قانون تعیین تکلیف وضعیت ثبتی اراضی و ساختمان‌های فاقد سند رسمی مستقر در واحد ثبتی حوزه ثبت ملک تصرفات مالکانه بلامعارض متقاضی در ششدانگ یک باب خانه به مساحت ۱۲۰ مترمربع پلاک فرعی از اصلی واقع در بخش حوزه ثبت ملک خریداری از مالک رسمی محرز گردیده است. لذا به منظور اطلاع عموم مراتب در دو نوبت به فاصله ۱۵ روز آگهی می‌شود. در صورتی که اشخاص نسبت به صدور سند مالکیت متقاضی اعتراضی داشته باشند می‌توانند از تاریخ انتشار اولین آگهی به مدت دو ماه اعتراض خود را به این اداره تسلیم و پس از اخذ رسید ظرف مدت یک ماه از تاریخ تسلیم اعتراض دادخواست خود را به مرجع قضایی تقدیم نمایند. bbox=[486, 809, 718, 895]
notice-signature: سیدمحسن ساداتی حسینی - رئیس ثبت اسناد و املاک bbox=[777, 1484, 956, 1493]
notice-body: برابر رأی شماره ۱۴۰۳۶۰۳۰۲۰۱۴۰۰۰۰۰ مورخ ۱۴۰۳/۰۸/۲۲ هیات اول موضوع قانون تعیین تکلیف وضعیت ثبتی اراضی و ساختمان‌های فاقد سند رسمی مستقر در واحد ثبتی حوزه ثبت ملک تصرفات مالکانه بلامعارض متقاضی در ششدانگ یک باب خانه به مساحت ۱۲۰ مترمربع پلاک فرعی از اصلی واقع در بخش حوزه ثبت ملک خریداری از مالک رسمی محرز گردیده است. لذا به منظور اطلاع عموم مراتب در دو نوبت به فاصله ۱۵ روز آگهی می‌شود. در صورتی که اشخاص نسبت به صدور سند مالکیت متقاضی اعتراضی داشته باشند می‌توانند از تاریخ انتشار اولین آگهی به مدت دو ماه اعتراض خود را به این اداره تسلیم و پس از اخذ رسید ظرف مدت یک ماه از تاریخ تسلیم اعتراض دادخواست خود را به مرجع قضایی تقدیم نمایند. bbox=[724, 1521, 956, 1607]
notices-column-2 bbox=[486, 76, 718, 1635]
date-line-2: ۳ شعبان ۱۴۴۶ | ۲ فوریه ۲۰۲۵ bbox=[74, 38, 213, 51]
ad-subtitle: انجام عملیات تنظیف و رفت و روب معابر، عملیات شستشو، جمع‌آوری زباله، جمع‌آوری پسماندهای ساختمانی، لایروبی انهار و کانال ها و لوله های هدایت آبهای سطحی در محدوده ناحیه یک منطقه دو شهرداری سیرجان bbox=[25, 145, 455, 217]
notice-body: برابر رأی شماره ۱۴۰۳۶۰۳۰۲۰۱۴۰۰۰۰۰ مورخ ۱۴۰۳/۰۸/۲۲ هیات اول موضوع قانون تعیین تکلیف وضعیت ثبتی اراضی و ساختمان‌های فاقد سند رسمی مستقر در واحد ثبتی حوزه ثبت ملک تصرفات مالکانه بلامعارض متقاضی در ششدانگ یک باب خانه به مساحت ۱۲۰ مترمربع پلاک فرعی از اصلی واقع در بخش حوزه ثبت ملک خریداری از مالک رسمی محرز گردیده است. لذا به منظور اطلاع عموم مراتب در دو نوبت به فاصله ۱۵ روز آگهی می‌شود. در صورتی که اشخاص نسبت به صدور سند مالکیت متقاضی اعتراضی داشته باشند می‌توانند از تاریخ انتشار اولین آگهی به مدت دو ماه اعتراض خود را به این اداره تسلیم و پس از اخذ رسید ظرف مدت یک ماه از تاریخ تسلیم اعتراض دادخواست خود را به مرجع قضایی تقدیم نمایند. bbox=[724, 1236, 956, 1322]
tender-ad-behbahan bbox=[8, 400, 472, 722]
notice-id: واقف ۱۵۴۸ bbox=[917, 1332, 956, 1341]
notice-body: برابر رأی شماره ۱۴۰۳۶۰۳۰۲۰۱۴۰۰۰۰۰ مورخ ۱۴۰۳/۰۸/۲۲ هیات اول موضوع قانون تعیین تکلیف وضعیت ثبتی اراضی و ساختمان‌های فاقد سند رسمی مستقر در واحد ثبتی حوزه ثبت ملک تصرفات مالکانه بلامعارض متقاضی در ششدانگ یک باب خانه به مساحت ۱۲۰ مترمربع پلاک فرعی از اصلی واقع در بخش حوزه ثبت ملک خریداری از مالک رسمی محرز گردیده است. لذا به منظور اطلاع عموم مراتب در دو نوبت به فاصله ۱۵ روز آگهی می‌شود. در صورتی که اشخاص نسبت به صدور سند مالکیت متقاضی اعتراضی داشته باشند می‌توانند از تاریخ انتشار اولین آگهی به مدت دو ماه اعتراض خود را به این اداره تسلیم و پس از اخذ رسید ظرف مدت یک ماه از تاریخ تسلیم اعتراض دادخواست خود را به مرجع قضایی تقدیم نمایند. bbox=[724, 952, 956, 1037]
page-header bbox=[0, 0, 966, 70]
registry-notice bbox=[724, 218, 956, 360]
ad-dates: تاریخ انتشار: ۱۴۰۳/۱۱/۱۴ bbox=[153, 1324, 225, 1332]
brand-name: رسالت bbox=[486, 14, 603, 61]
registry-notice bbox=[486, 503, 718, 645]
notice-id: واقف ۱۵۵۰ bbox=[917, 1617, 956, 1626]
date-line-1: یکشنبه ۱۴ بهمن ۱۴۰۳ bbox=[74, 20, 175, 33]
notice-title: آگهی موضوع ماده ۳ قانون و ماده ۱۳ آئین‌نامه قانون تعیین تکلیف وضعیت ثبتی اراضی و ساختمان‌های فاقد سند رسمی bbox=[738, 363, 956, 382]
ad-title: آگهی مناقصه نوبت دوم - مرحله اول bbox=[54, 411, 376, 471]
signer-title: شهردار فاضل آباد bbox=[21, 1037, 119, 1050]
notice-signature: سیدمحسن ساداتی حسینی - رئیس ثبت اسناد و املاک bbox=[777, 1626, 956, 1635]
page-number: ۷ bbox=[22, 12, 47, 58]
registry-notice bbox=[724, 1499, 956, 1641]
notice-signature: سیدمحسن ساداتی حسینی - رئیس ثبت اسناد و املاک bbox=[777, 1199, 956, 1208]
notice-signature: سیدمحسن ساداتی حسینی - رئیس ثبت اسناد و املاک bbox=[539, 1342, 718, 1351]
notice-body: برابر رأی شماره ۱۴۰۳۶۰۳۰۲۰۱۴۰۰۰۰۰ مورخ ۱۴۰۳/۰۸/۲۲ هیات اول موضوع قانون تعیین تکلیف وضعیت ثبتی اراضی و ساختمان‌های فاقد سند رسمی مستقر در واحد ثبتی حوزه ثبت ملک تصرفات مالکانه بلامعارض متقاضی در ششدانگ یک باب خانه به مساحت ۱۲۰ مترمربع پلاک فرعی از اصلی واقع در بخش حوزه ثبت ملک خریداری از مالک رسمی محرز گردیده است. لذا به منظور اطلاع عموم مراتب در دو نوبت به فاصله ۱۵ روز آگهی می‌شود. در صورتی که اشخاص نسبت به صدور سند مالکیت متقاضی اعتراضی داشته باشند می‌توانند از تاریخ انتشار اولین آگهی به مدت دو ماه اعتراض خود را به این اداره تسلیم و پس از اخذ رسید ظرف مدت یک ماه از تاریخ تسلیم اعتراض دادخواست خود را به مرجع قضایی تقدیم نمایند. bbox=[724, 1094, 956, 1180]
notice-id: م الف ۱۵۶۶ bbox=[678, 1617, 718, 1626]
notice-id: م الف ۱۵۶۲ bbox=[678, 1048, 718, 1056]
notice-dates: تاریخ انتشار نوبت اول: ۱۴۰۳/۱۰/۳۰ — تاریخ انتشار نوبت دوم: ۱۴۰۳/۱۱/۱۴ bbox=[516, 1607, 718, 1616]
municipality-emblem-icon bbox=[409, 741, 453, 785]
registry-notice bbox=[724, 503, 956, 645]
issue-info bbox=[842, 8, 934, 48]
notice-title: آگهی موضوع ماده ۳ قانون و ماده ۱۳ آئین‌نامه قانون تعیین تکلیف وضعیت ثبتی اراضی و ساختمان‌های فاقد سند رسمی bbox=[738, 648, 956, 666]
section-title: آگهی bbox=[330, 24, 388, 49]
notice-id: واقف ۱۵۴۶ bbox=[917, 1048, 956, 1056]
notice-title: آگهی موضوع ماده ۳ قانون و ماده ۱۳ آئین‌نامه قانون تعیین تکلیف وضعیت ثبتی اراضی و ساختمان‌های فاقد سند رسمی bbox=[500, 1075, 718, 1093]
ad-title: آگهی دعوت مجمع عمومی عادی به طور فوق العاده نوبت اول شرکت تعاونی اعتبار کارکنان شبکه بهداشت و درمان شهرستان مهاباد به شماره ثبت ۵۸ شناسه ملی ۱۴۰۰۳۸۱۸۳۲۴ bbox=[19, 1083, 225, 1219]
notice-signature: سیدمحسن ساداتی حسینی - رئیس ثبت اسناد و املاک bbox=[777, 346, 956, 355]
registry-notice bbox=[486, 930, 718, 1072]
